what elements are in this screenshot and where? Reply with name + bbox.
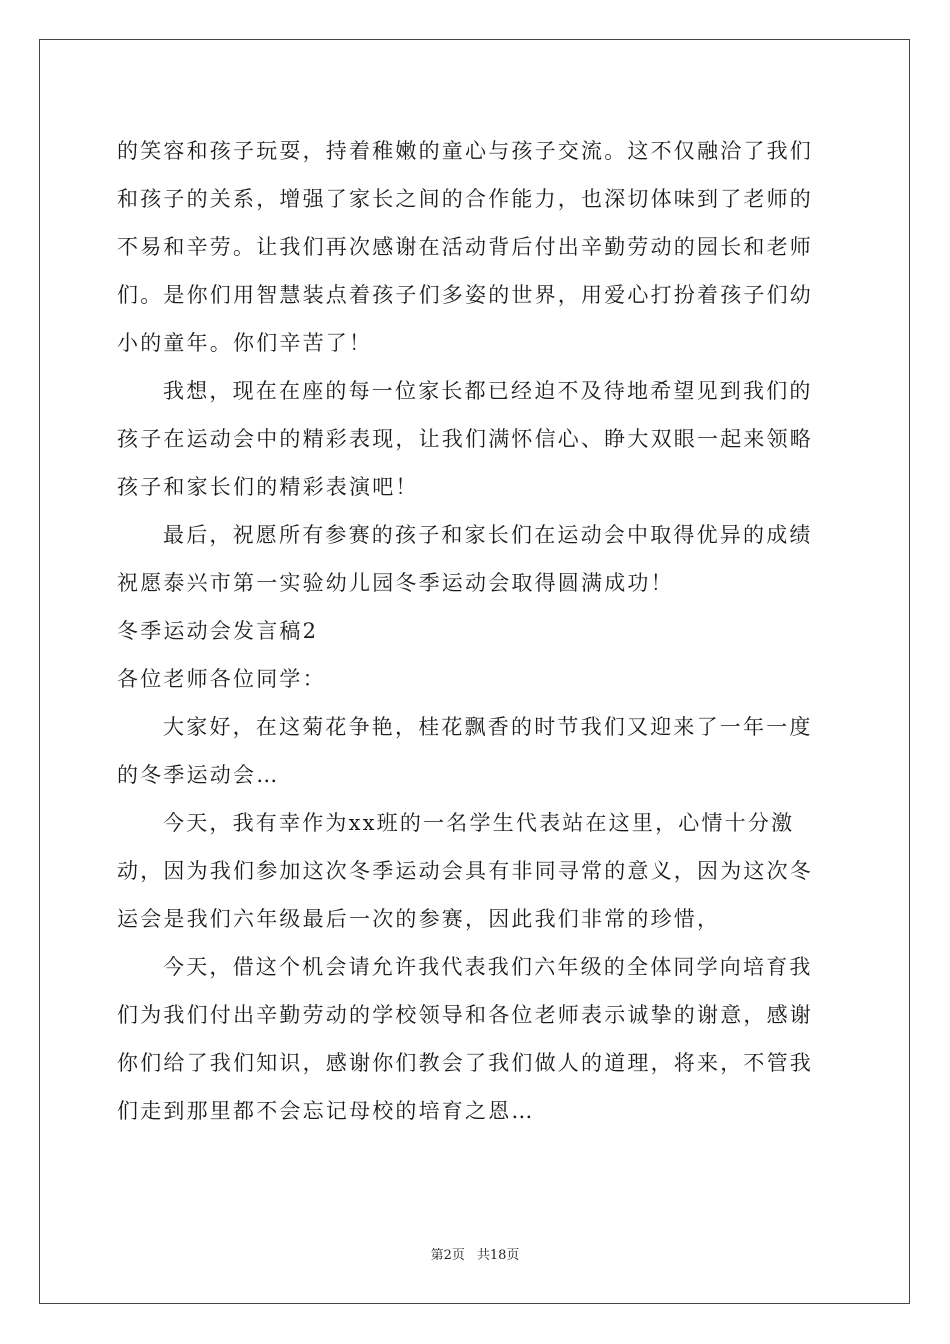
page-number: 第2页	[430, 1248, 465, 1263]
text-line: 的笑容和孩子玩耍，持着稚嫩的童心与孩子交流。这不仅融洽了我们	[117, 139, 813, 163]
text-line: 们为我们付出辛勤劳动的学校领导和各位老师表示诚挚的谢意，感谢	[117, 1003, 813, 1027]
text-line: 们走到那里都不会忘记母校的培育之恩…	[117, 1099, 535, 1123]
paragraph-first-line: 我想，现在在座的每一位家长都已经迫不及待地希望见到我们的	[163, 379, 813, 403]
paragraph-first-line: 今天，借这个机会请允许我代表我们六年级的全体同学向培育我	[163, 955, 813, 979]
text-line: 们。是你们用智慧装点着孩子们多姿的世界，用爱心打扮着孩子们幼	[117, 283, 813, 307]
text-line: 和孩子的关系，增强了家长之间的合作能力，也深切体味到了老师的	[117, 187, 813, 211]
salutation: 各位老师各位同学：	[117, 667, 326, 691]
paragraph-first-line: 最后，祝愿所有参赛的孩子和家长们在运动会中取得优异的成绩	[163, 523, 813, 547]
paragraph-first-line: 大家好，在这菊花争艳，桂花飘香的时节我们又迎来了一年一度	[163, 715, 813, 739]
text-line: 孩子和家长们的精彩表演吧！	[117, 475, 419, 499]
document-body	[117, 127, 839, 1135]
page-footer	[0, 1247, 950, 1265]
section-title: 冬季运动会发言稿2	[117, 619, 319, 643]
text-line: 祝愿泰兴市第一实验幼儿园冬季运动会取得圆满成功！	[117, 571, 674, 595]
text-line: 不易和辛劳。让我们再次感谢在活动背后付出辛勤劳动的园长和老师	[117, 235, 813, 259]
text-line: 动，因为我们参加这次冬季运动会具有非同寻常的意义，因为这次冬	[117, 859, 813, 883]
text-line: 的冬季运动会…	[117, 763, 280, 787]
text-line: 孩子在运动会中的精彩表现，让我们满怀信心、睁大双眼一起来领略	[117, 427, 813, 451]
page-total: 共18页	[476, 1248, 520, 1263]
text-line: 小的童年。你们辛苦了！	[117, 331, 373, 355]
text-line: 运会是我们六年级最后一次的参赛，因此我们非常的珍惜，	[117, 907, 721, 931]
text-line: 你们给了我们知识，感谢你们教会了我们做人的道理，将来，不管我	[117, 1051, 813, 1075]
paragraph-first-line: 今天，我有幸作为xx班的一名学生代表站在这里，心情十分激	[163, 811, 795, 835]
